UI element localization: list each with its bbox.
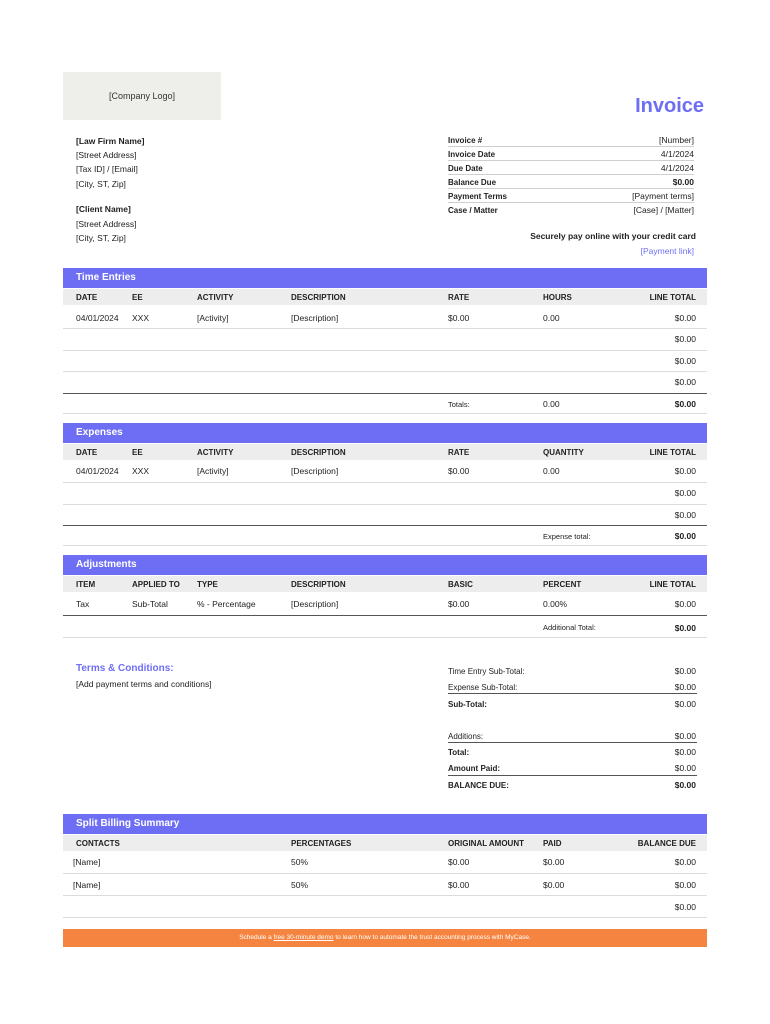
col-balance-due: BALANCE DUE bbox=[637, 839, 696, 848]
terms-title: Terms & Conditions: bbox=[76, 663, 174, 674]
amount-paid-value: $0.00 bbox=[674, 763, 696, 773]
divider bbox=[63, 482, 707, 483]
split-row-contact: [Name] bbox=[73, 880, 101, 890]
adjustments-header: Adjustments bbox=[63, 555, 707, 575]
divider bbox=[448, 693, 697, 694]
time-row-line-total: $0.00 bbox=[674, 313, 696, 323]
case-matter-value: [Case] / [Matter] bbox=[633, 205, 694, 215]
invoice-number-value: [Number] bbox=[659, 135, 694, 145]
split-billing-columns bbox=[63, 835, 707, 851]
col-rate: RATE bbox=[448, 448, 470, 457]
divider bbox=[63, 545, 707, 546]
col-line-total: LINE TOTAL bbox=[649, 580, 696, 589]
firm-name: [Law Firm Name] bbox=[76, 136, 145, 146]
divider bbox=[448, 146, 694, 147]
split-row-paid: $0.00 bbox=[543, 857, 565, 867]
divider bbox=[448, 160, 694, 161]
col-applied-to: APPLIED TO bbox=[132, 580, 180, 589]
divider bbox=[63, 525, 707, 526]
time-row-hours: 0.00 bbox=[543, 313, 560, 323]
col-date: DATE bbox=[76, 448, 98, 457]
client-street: [Street Address] bbox=[76, 219, 137, 229]
additions-label: Additions: bbox=[448, 732, 484, 741]
divider bbox=[63, 371, 707, 372]
demo-banner-post: to learn how to automate the trust accounting process with MyCase. bbox=[333, 934, 531, 941]
firm-tax-email: [Tax ID] / [Email] bbox=[76, 164, 138, 174]
firm-street: [Street Address] bbox=[76, 150, 137, 160]
split-row-paid: $0.00 bbox=[543, 880, 565, 890]
col-quantity: QUANTITY bbox=[543, 448, 584, 457]
expense-row-line-total: $0.00 bbox=[674, 466, 696, 476]
invoice-number-label: Invoice # bbox=[448, 136, 483, 145]
time-row-ee: XXX bbox=[132, 313, 150, 323]
col-rate: RATE bbox=[448, 293, 470, 302]
balance-due-value: $0.00 bbox=[672, 177, 694, 187]
col-activity: ACTIVITY bbox=[197, 448, 234, 457]
divider bbox=[448, 202, 694, 203]
expense-subtotal-label: Expense Sub-Total: bbox=[448, 683, 518, 692]
company-logo: [Company Logo] bbox=[63, 72, 221, 120]
divider bbox=[63, 413, 707, 414]
terms-text: [Add payment terms and conditions] bbox=[76, 679, 212, 689]
subtotal-label: Sub-Total: bbox=[448, 700, 487, 709]
time-totals-label: Totals: bbox=[448, 400, 470, 409]
demo-banner-pre: Schedule a bbox=[239, 934, 274, 941]
split-total-balance: $0.00 bbox=[674, 902, 696, 912]
due-date-label: Due Date bbox=[448, 164, 483, 173]
payment-terms-value: [Payment terms] bbox=[632, 191, 694, 201]
time-row-line-total: $0.00 bbox=[674, 334, 696, 344]
divider bbox=[63, 504, 707, 505]
invoice-date-value: 4/1/2024 bbox=[660, 149, 694, 159]
col-hours: HOURS bbox=[543, 293, 572, 302]
balance-due-summary-label: BALANCE DUE: bbox=[448, 781, 509, 790]
col-contacts: CONTACTS bbox=[76, 839, 120, 848]
divider bbox=[63, 328, 707, 329]
total-label: Total: bbox=[448, 748, 470, 757]
expense-subtotal-value: $0.00 bbox=[674, 682, 696, 692]
col-date: DATE bbox=[76, 293, 98, 302]
adjustment-row-description: [Description] bbox=[291, 599, 339, 609]
split-billing-header: Split Billing Summary bbox=[63, 814, 707, 834]
adjustment-row-line-total: $0.00 bbox=[674, 599, 696, 609]
split-row-balance: $0.00 bbox=[674, 857, 696, 867]
divider bbox=[63, 615, 707, 616]
time-row-date: 04/01/2024 bbox=[76, 313, 119, 323]
col-line-total: LINE TOTAL bbox=[649, 293, 696, 302]
time-row-rate: $0.00 bbox=[448, 313, 470, 323]
split-row-original: $0.00 bbox=[448, 880, 470, 890]
col-percentages: PERCENTAGES bbox=[291, 839, 352, 848]
split-row-balance: $0.00 bbox=[674, 880, 696, 890]
divider bbox=[63, 895, 707, 896]
adjustment-row-type: % - Percentage bbox=[197, 599, 256, 609]
client-city: [City, ST, Zip] bbox=[76, 233, 126, 243]
due-date-value: 4/1/2024 bbox=[660, 163, 694, 173]
divider bbox=[63, 350, 707, 351]
col-ee: EE bbox=[132, 448, 143, 457]
client-name: [Client Name] bbox=[76, 204, 131, 214]
demo-link[interactable]: free 30-minute demo bbox=[273, 934, 334, 941]
split-row-percentage: 50% bbox=[291, 880, 309, 890]
additional-total-label: Additional Total: bbox=[543, 623, 596, 632]
expense-row-line-total: $0.00 bbox=[674, 488, 696, 498]
payment-terms-label: Payment Terms bbox=[448, 192, 507, 201]
invoice-date-label: Invoice Date bbox=[448, 150, 496, 159]
adjustment-row-percent: 0.00% bbox=[543, 599, 568, 609]
split-row-original: $0.00 bbox=[448, 857, 470, 867]
time-totals-amount: $0.00 bbox=[674, 399, 696, 409]
expenses-columns bbox=[63, 444, 707, 460]
balance-due-summary-value: $0.00 bbox=[674, 780, 696, 790]
expense-row-activity: [Activity] bbox=[197, 466, 229, 476]
time-subtotal-value: $0.00 bbox=[674, 666, 696, 676]
col-paid: PAID bbox=[543, 839, 562, 848]
time-row-line-total: $0.00 bbox=[674, 377, 696, 387]
split-row-percentage: 50% bbox=[291, 857, 309, 867]
col-activity: ACTIVITY bbox=[197, 293, 234, 302]
additional-total-amount: $0.00 bbox=[674, 623, 696, 633]
divider bbox=[448, 775, 697, 776]
divider bbox=[448, 174, 694, 175]
invoice-title: Invoice bbox=[635, 95, 704, 117]
col-original-amount: ORIGINAL AMOUNT bbox=[448, 839, 524, 848]
balance-due-label: Balance Due bbox=[448, 178, 497, 187]
col-line-total: LINE TOTAL bbox=[649, 448, 696, 457]
payment-link[interactable]: [Payment link] bbox=[640, 246, 694, 256]
expense-total-amount: $0.00 bbox=[674, 531, 696, 541]
expense-row-quantity: 0.00 bbox=[543, 466, 560, 476]
expense-row-description: [Description] bbox=[291, 466, 339, 476]
time-row-description: [Description] bbox=[291, 313, 339, 323]
expense-row-date: 04/01/2024 bbox=[76, 466, 119, 476]
amount-paid-label: Amount Paid: bbox=[448, 764, 500, 773]
demo-banner bbox=[63, 929, 707, 947]
col-description: DESCRIPTION bbox=[291, 293, 346, 302]
pay-online-text: Securely pay online with your credit card bbox=[530, 231, 696, 241]
divider bbox=[63, 393, 707, 394]
col-description: DESCRIPTION bbox=[291, 448, 346, 457]
time-row-line-total: $0.00 bbox=[674, 356, 696, 366]
expenses-header: Expenses bbox=[63, 423, 707, 443]
col-basic: BASIC bbox=[448, 580, 473, 589]
col-item: ITEM bbox=[76, 580, 96, 589]
divider bbox=[63, 637, 707, 638]
split-row-contact: [Name] bbox=[73, 857, 101, 867]
divider bbox=[448, 188, 694, 189]
expense-row-line-total: $0.00 bbox=[674, 510, 696, 520]
col-description: DESCRIPTION bbox=[291, 580, 346, 589]
additions-value: $0.00 bbox=[674, 731, 696, 741]
time-subtotal-label: Time Entry Sub-Total: bbox=[448, 667, 525, 676]
time-entries-columns bbox=[63, 289, 707, 305]
time-totals-hours: 0.00 bbox=[543, 399, 560, 409]
divider bbox=[63, 873, 707, 874]
adjustment-row-applied-to: Sub-Total bbox=[132, 599, 168, 609]
subtotal-value: $0.00 bbox=[674, 699, 696, 709]
adjustment-row-basic: $0.00 bbox=[448, 599, 470, 609]
col-type: TYPE bbox=[197, 580, 218, 589]
expense-row-ee: XXX bbox=[132, 466, 150, 476]
time-entries-header: Time Entries bbox=[63, 268, 707, 288]
expense-row-rate: $0.00 bbox=[448, 466, 470, 476]
case-matter-label: Case / Matter bbox=[448, 206, 498, 215]
divider bbox=[448, 742, 697, 743]
col-ee: EE bbox=[132, 293, 143, 302]
firm-city: [City, ST, Zip] bbox=[76, 179, 126, 189]
total-value: $0.00 bbox=[674, 747, 696, 757]
expense-total-label: Expense total: bbox=[543, 532, 591, 541]
col-percent: PERCENT bbox=[543, 580, 582, 589]
time-row-activity: [Activity] bbox=[197, 313, 229, 323]
divider bbox=[63, 917, 707, 918]
adjustment-row-item: Tax bbox=[76, 599, 90, 609]
